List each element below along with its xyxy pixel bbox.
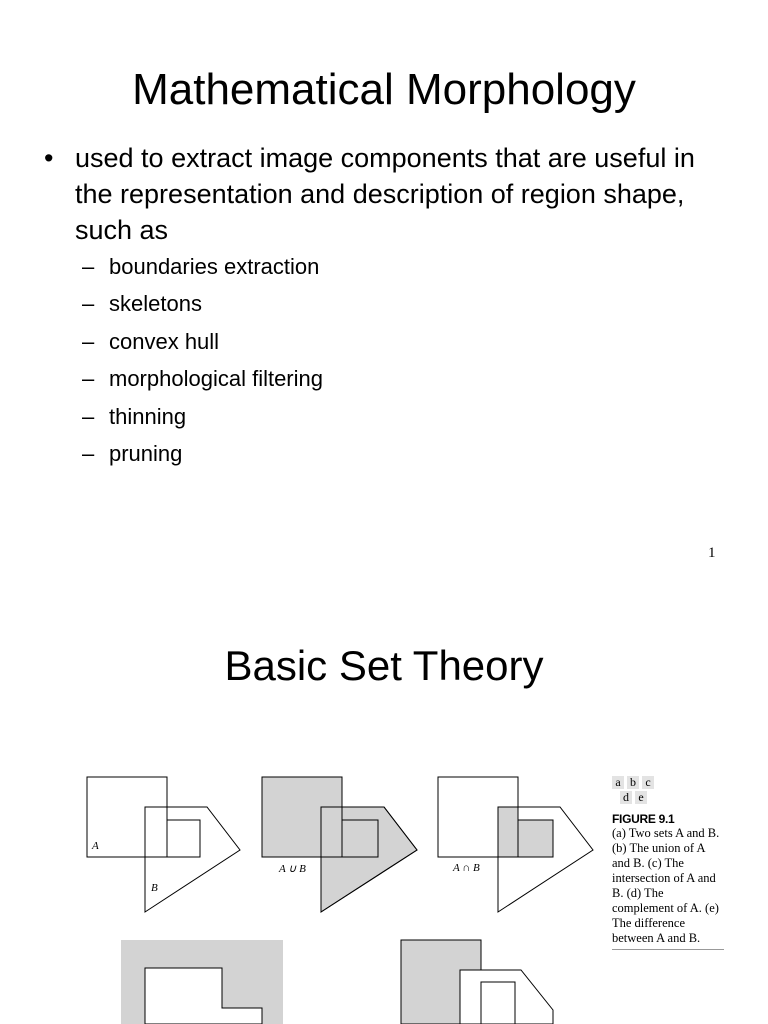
sub-bullet-label: boundaries extraction: [109, 254, 320, 279]
set-a-label: A: [92, 840, 99, 852]
set-b-label: B: [151, 882, 158, 894]
bullet-icon: •: [44, 143, 54, 173]
panel-grid: [612, 776, 658, 805]
panel-a-two-sets: [87, 777, 240, 912]
dash-icon: –: [82, 403, 95, 429]
sub-bullet-label: morphological filtering: [109, 366, 323, 392]
sub-bullet-label: convex hull: [109, 328, 220, 354]
panel-e-difference: [401, 940, 553, 1024]
set-b-shape: [145, 807, 240, 912]
dash-icon: –: [82, 328, 95, 354]
panel-c-intersection: [438, 777, 593, 912]
slide-title: Mathematical Morphology: [132, 65, 636, 114]
panel-b-union: [262, 777, 417, 912]
panel-grid-cell: b: [627, 776, 639, 789]
sub-bullet-label: thinning: [109, 403, 187, 429]
dash-icon: –: [82, 291, 95, 317]
page-number: 1: [708, 545, 716, 561]
dash-icon: –: [82, 254, 95, 279]
sub-bullet-label: skeletons: [109, 291, 202, 317]
sub-bullet-label: pruning: [109, 440, 183, 466]
dash-icon: –: [82, 440, 95, 466]
dash-icon: –: [82, 366, 95, 392]
intersection-notch: [518, 820, 553, 857]
set-a-square: [87, 777, 167, 857]
set-b-notch: [481, 982, 515, 1024]
figure-caption-title: FIGURE 9.1: [612, 812, 675, 826]
bullet-text: used to extract image components that are useful in the representation and description of region shape, such as: [75, 143, 695, 245]
intersection-region: [498, 807, 518, 857]
set-b-notch: [167, 820, 200, 857]
union-region: [262, 777, 417, 912]
figure-caption: (a) Two sets A and B. (b) The union of A and B. (c) The intersection of A and B. (d) The complement of A. (e) The difference between A and B.: [612, 826, 724, 950]
panel-grid-cell: c: [642, 776, 654, 789]
union-label: A ∪ B: [279, 863, 306, 875]
intersection-label: A ∩ B: [453, 862, 480, 874]
panel-grid-cell: a: [612, 776, 624, 789]
slide-title: Basic Set Theory: [224, 642, 544, 689]
panel-d-complement: [121, 940, 283, 1024]
panel-grid-cell: d: [620, 791, 632, 804]
panel-grid-cell: e: [635, 791, 647, 804]
